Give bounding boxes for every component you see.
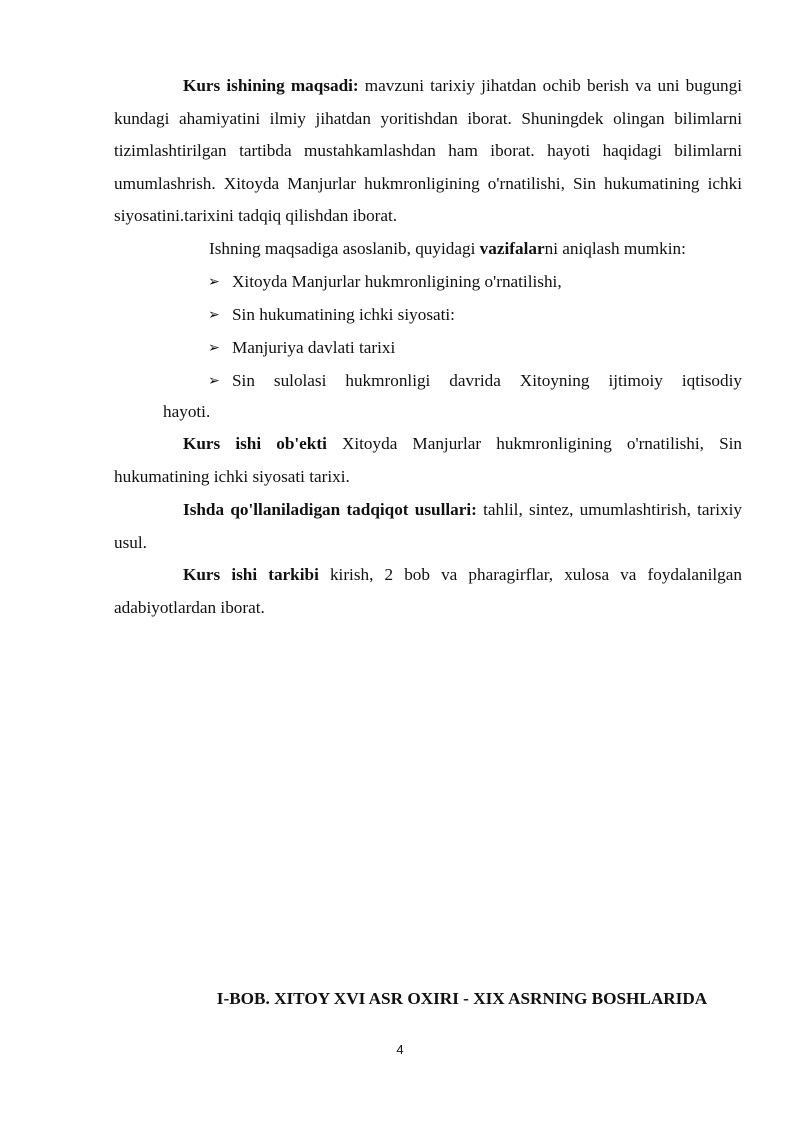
object-label: Kurs ishi ob'ekti [183,434,327,453]
structure-text: kirish, 2 bob va pharagirflar, xulosa va foydalanilgan adabiyotlardan iborat. [114,565,742,617]
structure-label: Kurs ishi tarkibi [183,565,319,584]
tasks-intro-bold: vazifalar [479,239,545,258]
goal-label: Kurs ishining maqsadi: [183,76,359,95]
paragraph-methods [114,494,742,559]
chapter-heading [0,984,800,1014]
tasks-intro-before: Ishning maqsadiga asoslanib, quyidagi [209,239,480,258]
paragraph-structure [114,559,742,624]
list-item [208,332,742,365]
page-number: 4 [396,1042,404,1057]
chapter-heading-text: I-BOB. XITOY XVI ASR OXIRI - XIX ASRNING BOSHLARIDA [216,989,708,1008]
methods-label: Ishda qo'llaniladigan tadqiqot usullari: [183,500,477,519]
list-item-text: Sin sulolasi hukmronligi davrida Xitoyning ijtimoiy iqtisodiy [232,371,742,390]
tasks-intro-after: ni aniqlash mumkin: [544,239,686,258]
list-item [208,266,742,299]
methods-text: tahlil, sintez, umumlashtirish, tarixiy usul. [114,500,742,552]
paragraph-tasks-intro [209,233,742,266]
list-item-text: Manjuriya davlati tarixi [232,338,396,357]
goal-text: mavzuni tarixiy jihatdan ochib berish va uni bugungi kundagi ahamiyatini ilmiy jihatdan yoritishdan iborat. Shuningdek olingan bilimlarni tizimlashtirilgan tartibda mustahkamlashdan ham iborat. hayoti haqidagi bilimlarni umumlashrish. Xitoyda Manjurlar hukmronligining o'rnatilishi, Sin hukumatining ichki siyosatini.tarixini tadqiq qilishdan iborat. [114,76,743,226]
paragraph-object [114,428,742,493]
list-item-text: Sin hukumatining ichki siyosati: [232,305,455,324]
list-item-continuation: hayoti. [163,402,211,421]
list-item [208,365,742,398]
arrow-bullet-icon: ➢ [208,307,220,323]
arrow-bullet-icon: ➢ [208,340,220,356]
arrow-bullet-icon: ➢ [208,274,220,290]
list-item-text: Xitoyda Manjurlar hukmronligining o'rnatilishi, [232,272,562,291]
list-item [208,299,742,332]
paragraph-goal [114,70,742,233]
arrow-bullet-icon: ➢ [208,373,220,389]
object-text: Xitoyda Manjurlar hukmronligining o'rnatilishi, Sin hukumatining ichki siyosati tarixi. [114,434,742,486]
